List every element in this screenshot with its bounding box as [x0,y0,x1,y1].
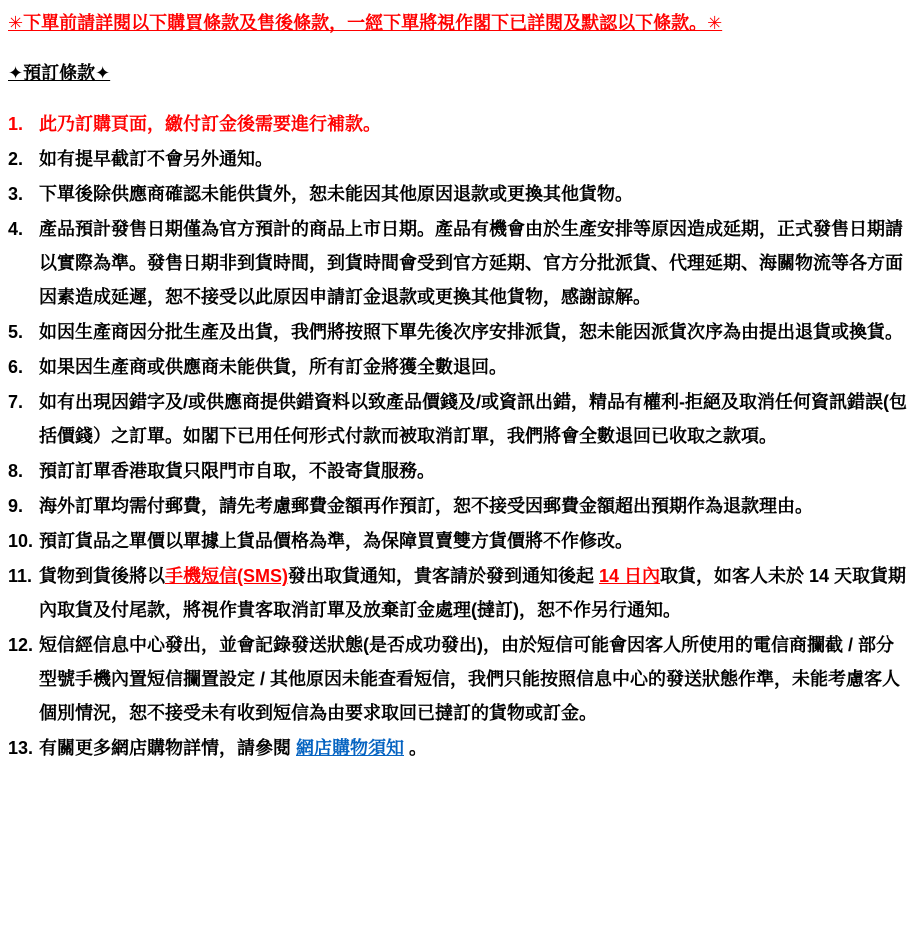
term-item [8,142,907,176]
term-text-part: 如因生產商因分批生產及出貨，我們將按照下單先後次序安排派貨，恕未能因派貨次序為由提出退貨或換貨。 [39,322,903,342]
term-number: 5. [8,322,24,342]
term-item [8,177,907,211]
term-text [39,731,907,765]
term-text-part: 如果因生產商或供應商未能供貨，所有訂金將獲全數退回。 [39,357,507,377]
term-number: 7. [8,392,24,412]
term-item [8,489,907,523]
term-text [39,489,907,523]
term-number: 2. [8,149,24,169]
term-item [8,315,907,349]
term-text-part: 貨物到貨後將以 [39,566,165,586]
term-text-part: 海外訂單均需付郵費，請先考慮郵費金額再作預訂，恕不接受因郵費金額超出預期作為退款理由。 [39,496,813,516]
term-text [39,177,907,211]
purchase-warning-banner: ✳下單前請詳閱以下購買條款及售後條款，一經下單將視作閣下已詳閱及默認以下條款。✳ [8,13,723,33]
term-item [8,212,907,314]
term-number: 6. [8,357,24,377]
term-item [8,454,907,488]
term-text-part: 下單後除供應商確認未能供貨外，恕未能因其他原因退款或更換其他貨物。 [39,184,633,204]
term-item [8,731,907,765]
term-number: 8. [8,461,24,481]
term-text-part: 預訂訂單香港取貨只限門市自取，不設寄貨服務。 [39,461,435,481]
term-text-part: 此乃訂購頁面，繳付訂金後需要進行補款。 [39,114,381,134]
term-text-part: 預訂貨品之單價以單據上貨品價格為準，為保障買賣雙方貨價將不作修改。 [39,531,633,551]
term-item [8,385,907,453]
term-item [8,628,907,730]
term-text-part: 有關更多網店購物詳情，請參閱 [39,738,296,758]
term-number: 4. [8,219,24,239]
term-text-part: 如有出現因錯字及/或供應商提供錯資料以致產品價錢及/或資訊出錯，精品有權利-拒絕及取消任何資訊錯誤(包括價錢）之訂單。如閣下已用任何形式付款而被取消訂單，我們將會全數退回已收取之款項。 [39,392,907,446]
term-item [8,524,907,558]
terms-list [8,107,907,765]
term-number: 1. [8,114,24,134]
term-text [39,350,907,384]
term-number: 3. [8,184,24,204]
term-item [8,350,907,384]
term-text-part: 14 日內 [599,566,661,586]
term-text [39,628,907,730]
term-text-part: 短信經信息中心發出，並會記錄發送狀態(是否成功發出)，由於短信可能會因客人所使用的電信商攔截 / 部分型號手機內置短信攔置設定 / 其他原因未能查看短信，我們只能按照信息中心的發送狀態作準，未能考慮客人個別情況，恕不接受未有收到短信為由要求取回已撻訂的貨物或訂金。 [39,635,900,723]
term-item [8,107,907,141]
term-text-part: 發出取貨通知，貴客請於發到通知後起 [288,566,599,586]
term-text-part: 。 [404,738,428,758]
term-text [39,524,907,558]
shop-guide-link[interactable]: 網店購物須知 [296,738,404,758]
term-number: 12. [8,635,34,655]
term-text-part: 取貨，如客人未於 14 天取貨期內取貨及付尾款，將視作貴客取消訂單及放棄訂金處理(撻訂)，恕不作另行通知。 [39,566,907,620]
term-text [39,107,907,141]
term-text [39,315,907,349]
term-number: 9. [8,496,24,516]
term-number: 11. [8,566,33,586]
term-item [8,559,907,627]
term-number: 10. [8,531,34,551]
term-number: 13. [8,738,34,758]
term-text-part: 手機短信(SMS) [165,566,288,586]
term-text-part: 如有提早截訂不會另外通知。 [39,149,273,169]
section-title-preorder-terms: ✦預訂條款✦ [8,63,111,83]
term-text-part: 產品預計發售日期僅為官方預計的商品上市日期。產品有機會由於生產安排等原因造成延期，正式發售日期請以實際為準。發售日期非到貨時間，到貨時間會受到官方延期、官方分批派貨、代理延期、海關物流等各方面因素造成延遲，恕不接受以此原因申請訂金退款或更換其他貨物，感謝諒解。 [39,219,903,307]
term-text [39,559,907,627]
term-text [39,454,907,488]
term-text [39,385,907,453]
term-text [39,142,907,176]
term-text [39,212,907,314]
